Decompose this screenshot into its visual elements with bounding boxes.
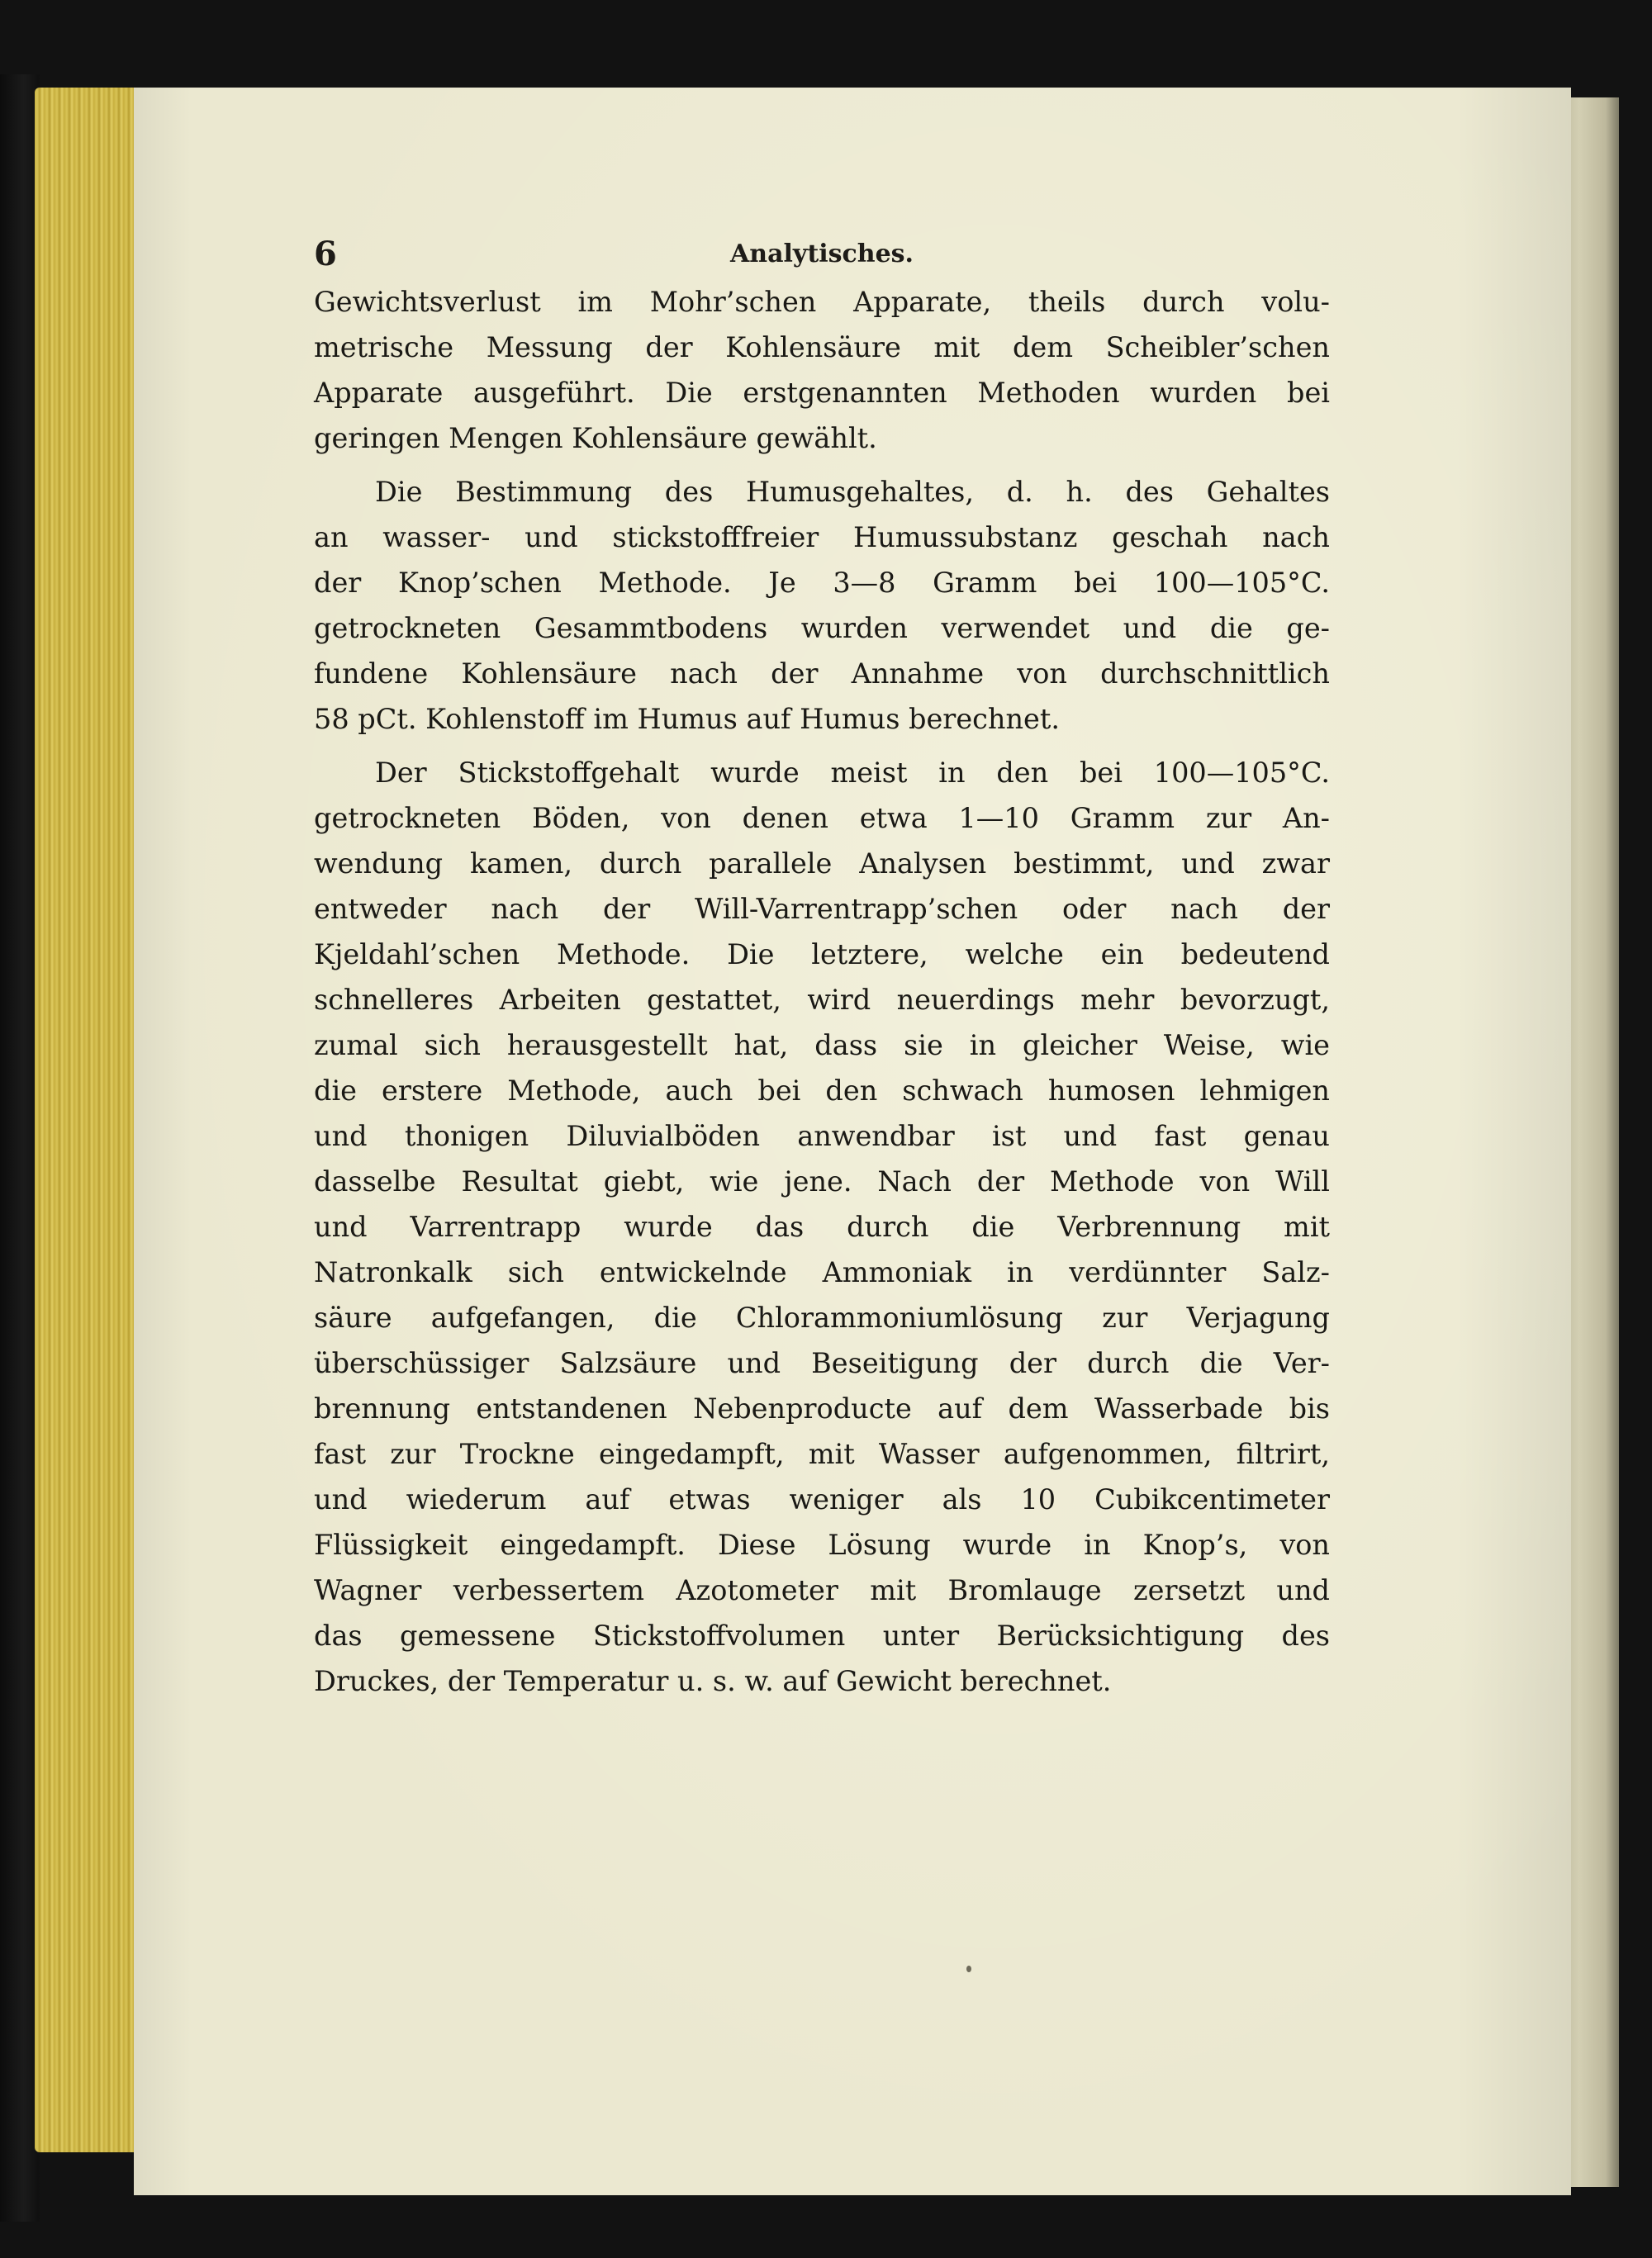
text-line: dasselbe Resultat giebt, wie jene. Nach der Methode von Will: [314, 1165, 1330, 1198]
text-line: die erstere Methode, auch bei den schwach humosen lehmigen: [314, 1074, 1330, 1107]
text-line: getrockneten Gesammtbodens wurden verwendet und die ge-: [314, 612, 1330, 644]
paragraph-2: [314, 469, 1330, 742]
page-number: 6: [314, 235, 337, 273]
text-line: und thonigen Diluvialböden anwendbar ist und fast genau: [314, 1120, 1330, 1152]
text-line: Druckes, der Temperatur u. s. w. auf Gewicht berechnet.: [314, 1665, 1112, 1697]
text-line: Apparate ausgeführt. Die erstgenannten Methoden wurden bei: [314, 377, 1330, 409]
text-line: überschüssiger Salzsäure und Beseitigung der durch die Ver-: [314, 1347, 1330, 1379]
text-line: fast zur Trockne eingedampft, mit Wasser aufgenommen, filtrirt,: [314, 1438, 1330, 1470]
text-line: Flüssigkeit eingedampft. Diese Lösung wurde in Knop’s, von: [314, 1529, 1330, 1561]
text-line: metrische Messung der Kohlensäure mit dem Scheibler’schen: [314, 331, 1330, 363]
book-spine: [0, 74, 40, 2222]
text-line: 58 pCt. Kohlenstoff im Humus auf Humus berechnet.: [314, 703, 1060, 735]
text-line: getrockneten Böden, von denen etwa 1—10 Gramm zur An-: [314, 802, 1330, 834]
text-line: brennung entstandenen Nebenproducte auf dem Wasserbade bis: [314, 1392, 1330, 1425]
text-line: Kjeldahl’schen Methode. Die letztere, welche ein bedeutend: [314, 938, 1330, 970]
text-line: säure aufgefangen, die Chlorammoniumlösung zur Verjagung: [314, 1302, 1330, 1334]
section-title: Analytisches.: [730, 240, 914, 268]
text-line: Der Stickstoffgehalt wurde meist in den bei 100—105°C.: [375, 757, 1330, 789]
text-line: schnelleres Arbeiten gestattet, wird neuerdings mehr bevorzugt,: [314, 984, 1330, 1016]
text-line: zumal sich herausgestellt hat, dass sie in gleicher Weise, wie: [314, 1029, 1330, 1061]
text-line: und wiederum auf etwas weniger als 10 Cubikcentimeter: [314, 1483, 1330, 1516]
paragraph-3: [314, 750, 1330, 1704]
paragraph-1: [314, 279, 1330, 461]
text-line: fundene Kohlensäure nach der Annahme von durchschnittlich: [314, 657, 1330, 690]
body-text: [314, 279, 1330, 1704]
text-line: das gemessene Stickstoffvolumen unter Berücksichtigung des: [314, 1620, 1330, 1652]
text-line: entweder nach der Will-Varrentrapp’schen oder nach der: [314, 893, 1330, 925]
running-head: [314, 235, 1330, 284]
text-line: Natronkalk sich entwickelnde Ammoniak in verdünnter Salz-: [314, 1256, 1330, 1288]
text-line: Die Bestimmung des Humusgehaltes, d. h. des Gehaltes: [375, 476, 1330, 508]
ink-speck: [966, 1966, 971, 1972]
text-line: geringen Mengen Kohlensäure gewählt.: [314, 422, 877, 454]
text-line: an wasser- und stickstofffreier Humussubstanz geschah nach: [314, 521, 1330, 553]
text-line: und Varrentrapp wurde das durch die Verbrennung mit: [314, 1211, 1330, 1243]
text-line: der Knop’schen Methode. Je 3—8 Gramm bei 100—105°C.: [314, 567, 1330, 599]
text-line: wendung kamen, durch parallele Analysen bestimmt, und zwar: [314, 847, 1330, 880]
gilded-page-edges: [35, 88, 146, 2152]
text-line: Gewichtsverlust im Mohr’schen Apparate, theils durch volu-: [314, 286, 1330, 318]
text-line: Wagner verbessertem Azotometer mit Bromlauge zersetzt und: [314, 1574, 1330, 1606]
